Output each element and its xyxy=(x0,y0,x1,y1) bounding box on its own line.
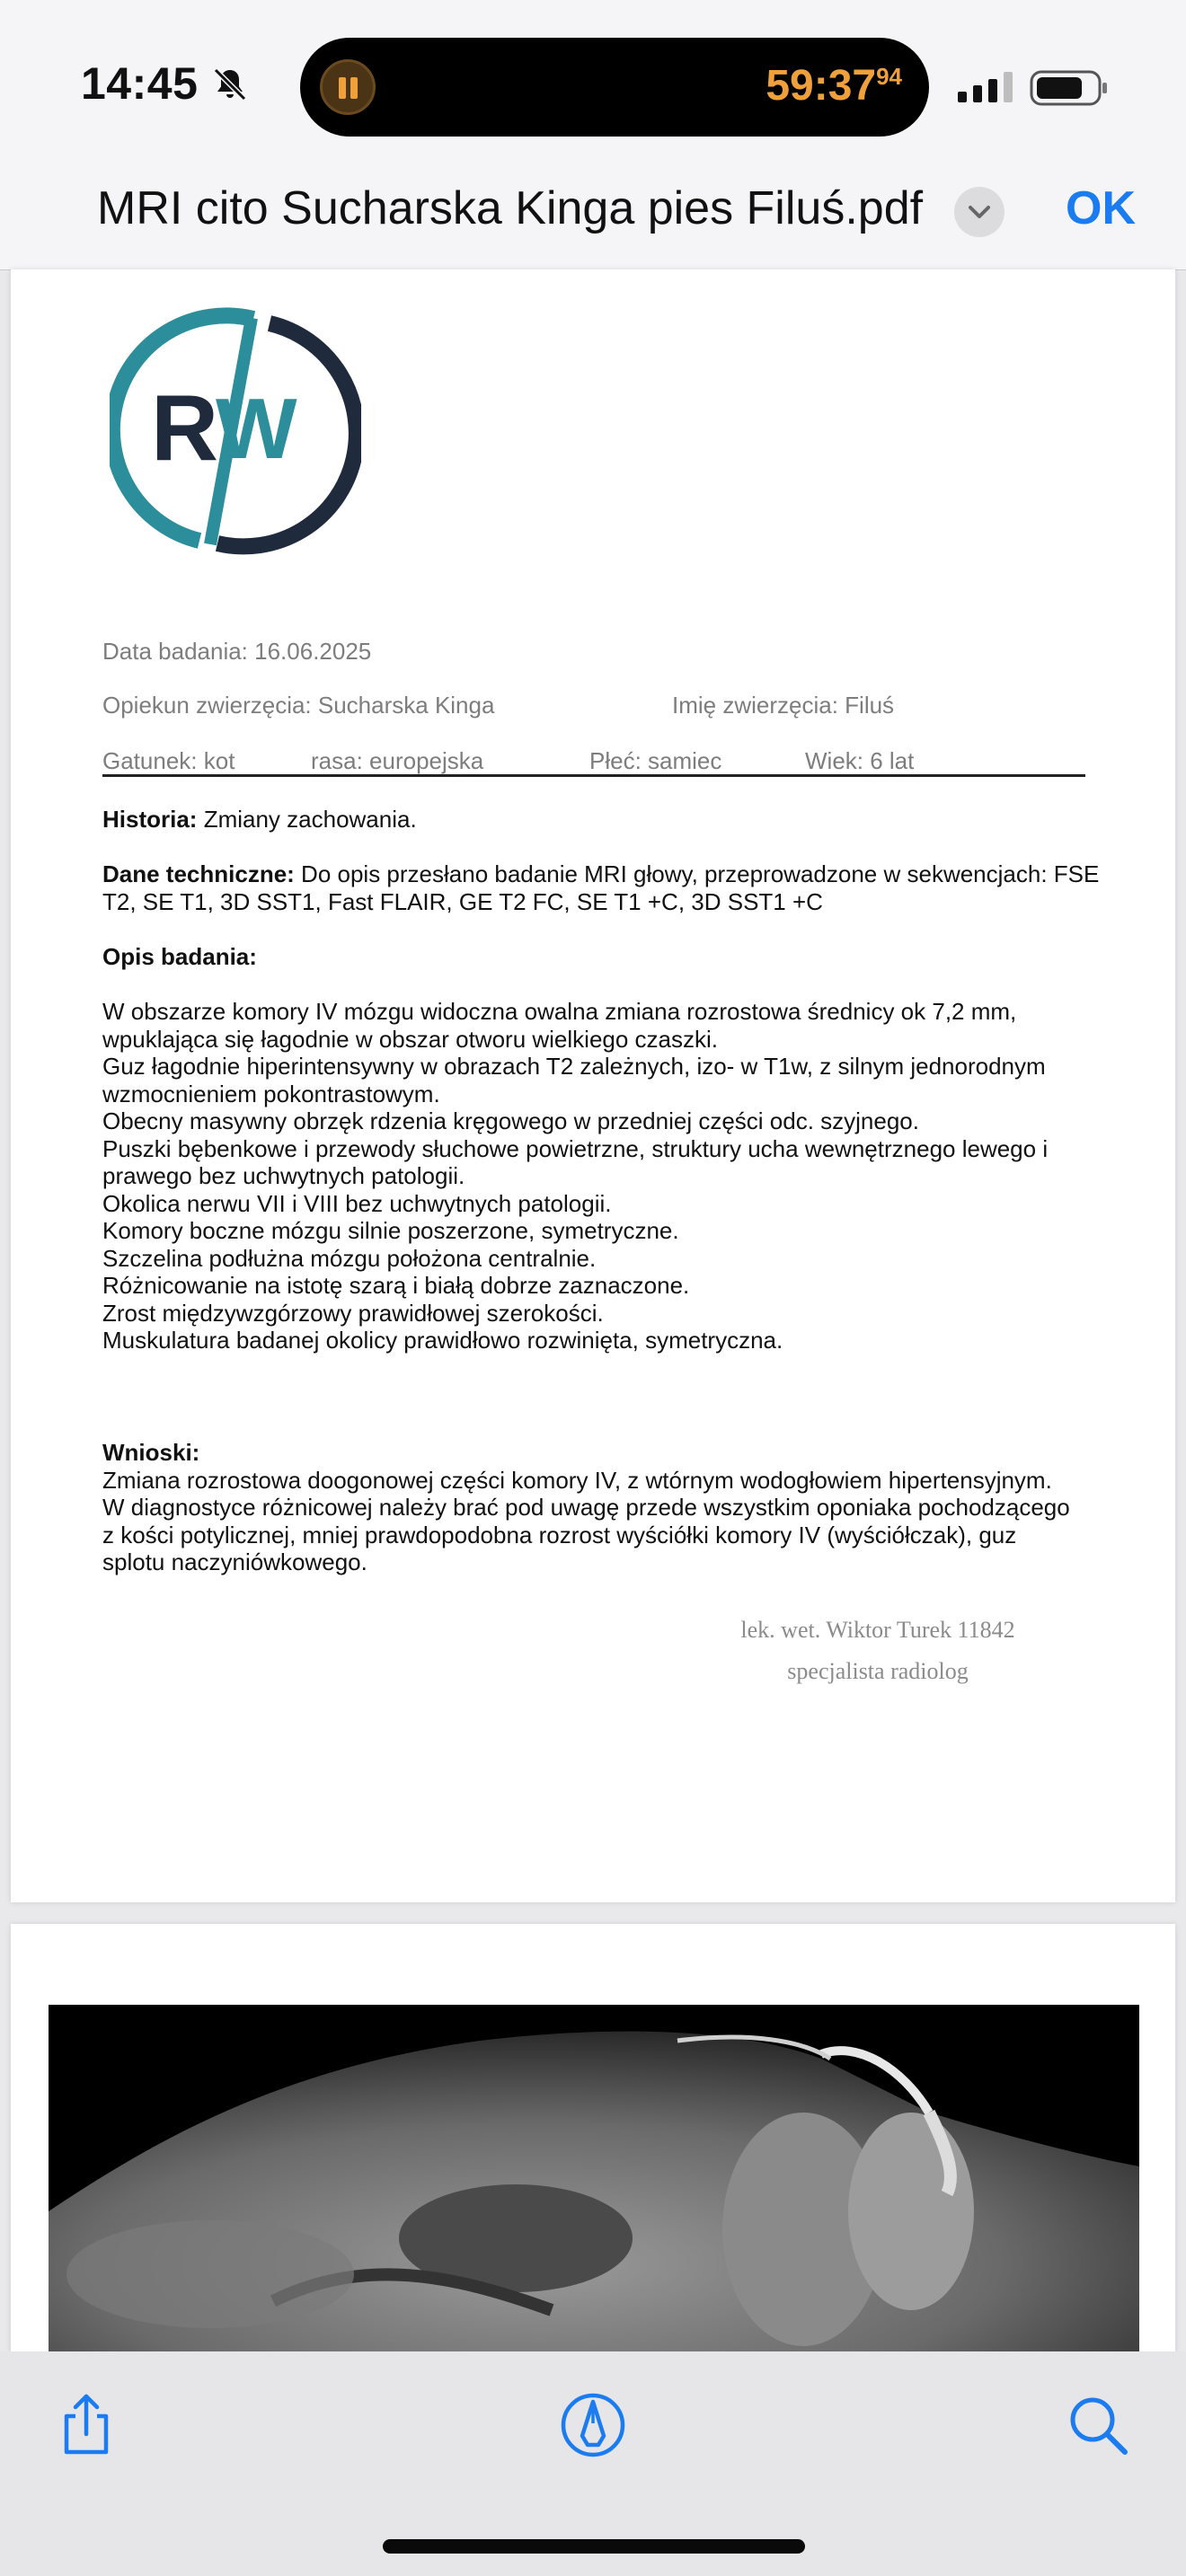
conclusion-line: W diagnostyce różnicowej należy brać pod uwagę przede wszystkim oponiaka pochodzącego xyxy=(102,1494,1070,1521)
conclusion-line: Zmiana rozrostowa doogonowej części komory IV, z wtórnym wodogłowiem hipertensyjnym. xyxy=(102,1466,1052,1494)
conclusion-line: z kości potylicznej, mniej prawdopodobna rozrost wyściółki komory IV (wyściółczak), guz xyxy=(102,1521,1017,1548)
conclusion-line: splotu naczyniówkowego. xyxy=(102,1548,367,1575)
pdf-page-1 xyxy=(11,269,1175,1902)
timer-pause-icon[interactable] xyxy=(320,59,376,115)
home-indicator[interactable] xyxy=(383,2539,805,2554)
timer-readout xyxy=(766,61,902,110)
description-line: W obszarze komory IV mózgu widoczna owalna zmiana rozrostowa średnicy ok 7,2 mm, xyxy=(102,998,1017,1025)
status-time: 14:45 xyxy=(81,58,199,109)
description-heading xyxy=(102,943,1100,971)
description-line: Muskulatura badanej okolicy prawidłowo rozwinięta, symetryczna. xyxy=(102,1327,783,1354)
dynamic-island[interactable] xyxy=(300,38,929,137)
signature-block xyxy=(640,1610,1116,1692)
signature-title: specjalista radiolog xyxy=(787,1658,969,1684)
age-field: Wiek: 6 lat xyxy=(805,747,915,774)
history-label: Historia: xyxy=(102,806,198,833)
description-line: Różnicowanie na istotę szarą i białą dobrze zaznaczone. xyxy=(102,1272,690,1299)
description-line: Zrost międzywzgórzowy prawidłowej szerokości. xyxy=(102,1299,604,1327)
description-line: wpuklająca się łagodnie w obszar otworu wielkiego czaszki. xyxy=(102,1025,719,1053)
history-section xyxy=(102,806,1100,834)
technical-text: Do opis przesłano badanie MRI głowy, przeprowadzone w sekwencjach: FSE T2, SE T1, 3D SST1, Fast FLAIR, GE T2 FC, SE T1 +C, 3D SST1 +C xyxy=(102,860,1100,915)
share-icon[interactable] xyxy=(50,2389,122,2461)
status-bar xyxy=(0,0,1186,162)
chevron-down-icon xyxy=(954,187,1005,237)
description-body xyxy=(102,998,1100,1354)
technical-label: Dane techniczne: xyxy=(102,860,295,887)
rw-logo xyxy=(110,305,361,557)
technical-section xyxy=(102,860,1100,915)
bell-slash-icon xyxy=(210,65,250,104)
description-line: wzmocnieniem pokontrastowym. xyxy=(102,1080,440,1107)
description-line: Obecny masywny obrzęk rdzenia kręgowego w przedniej części odc. szyjnego. xyxy=(102,1107,919,1134)
sex-field: Płeć: samiec xyxy=(589,747,722,774)
mri-scan-image xyxy=(49,2005,1139,2355)
pdf-page-2 xyxy=(11,1924,1175,2355)
logo-letter-w: W xyxy=(216,381,297,477)
battery-icon xyxy=(1030,68,1111,108)
header-divider xyxy=(102,774,1085,777)
description-line: Szczelina podłużna mózgu położona centralnie. xyxy=(102,1244,597,1272)
mri-scan-graphic xyxy=(49,2005,1139,2355)
animal-name-field: Imię zwierzęcia: Filuś xyxy=(672,692,895,719)
markup-pen-icon[interactable] xyxy=(557,2389,629,2461)
description-line: Komory boczne mózgu silnie poszerzone, symetryczne. xyxy=(102,1217,679,1244)
description-label: Opis badania: xyxy=(102,943,257,970)
ok-button[interactable]: OK xyxy=(1066,182,1136,234)
description-line: Okolica nerwu VII i VIII bez uchwytnych patologii. xyxy=(102,1189,612,1217)
description-line: Puszki bębenkowe i przewody słuchowe powietrzne, struktury ucha wewnętrznego lewego i xyxy=(102,1134,1049,1162)
owner-field: Opiekun zwierzęcia: Sucharska Kinga xyxy=(102,692,495,719)
cellular-signal-icon xyxy=(958,72,1017,102)
breed-field: rasa: europejska xyxy=(311,747,484,774)
species-field: Gatunek: kot xyxy=(102,747,235,774)
document-title[interactable]: MRI cito Sucharska Kinga pies Filuś.pdf xyxy=(97,182,924,234)
description-line: Guz łagodnie hiperintensywny w obrazach T2 zależnych, izo- w T1w, z silnym jednorodnym xyxy=(102,1053,1046,1080)
signature-name: lek. wet. Wiktor Turek 11842 xyxy=(740,1617,1015,1643)
history-text: Zmiany zachowania. xyxy=(197,806,417,833)
timer-fraction: 94 xyxy=(876,63,902,90)
title-menu-button[interactable] xyxy=(954,187,1005,237)
description-line: prawego bez uchwytnych patologii. xyxy=(102,1162,465,1189)
navigation-bar xyxy=(0,162,1186,270)
conclusions-section xyxy=(102,1439,1100,1576)
bottom-toolbar xyxy=(0,2351,1186,2576)
conclusions-label: Wnioski: xyxy=(102,1439,200,1466)
logo-letter-r: R xyxy=(151,376,219,481)
timer-main: 59:37 xyxy=(766,62,877,110)
exam-date: Data badania: 16.06.2025 xyxy=(102,638,372,665)
search-icon[interactable] xyxy=(1062,2389,1134,2461)
